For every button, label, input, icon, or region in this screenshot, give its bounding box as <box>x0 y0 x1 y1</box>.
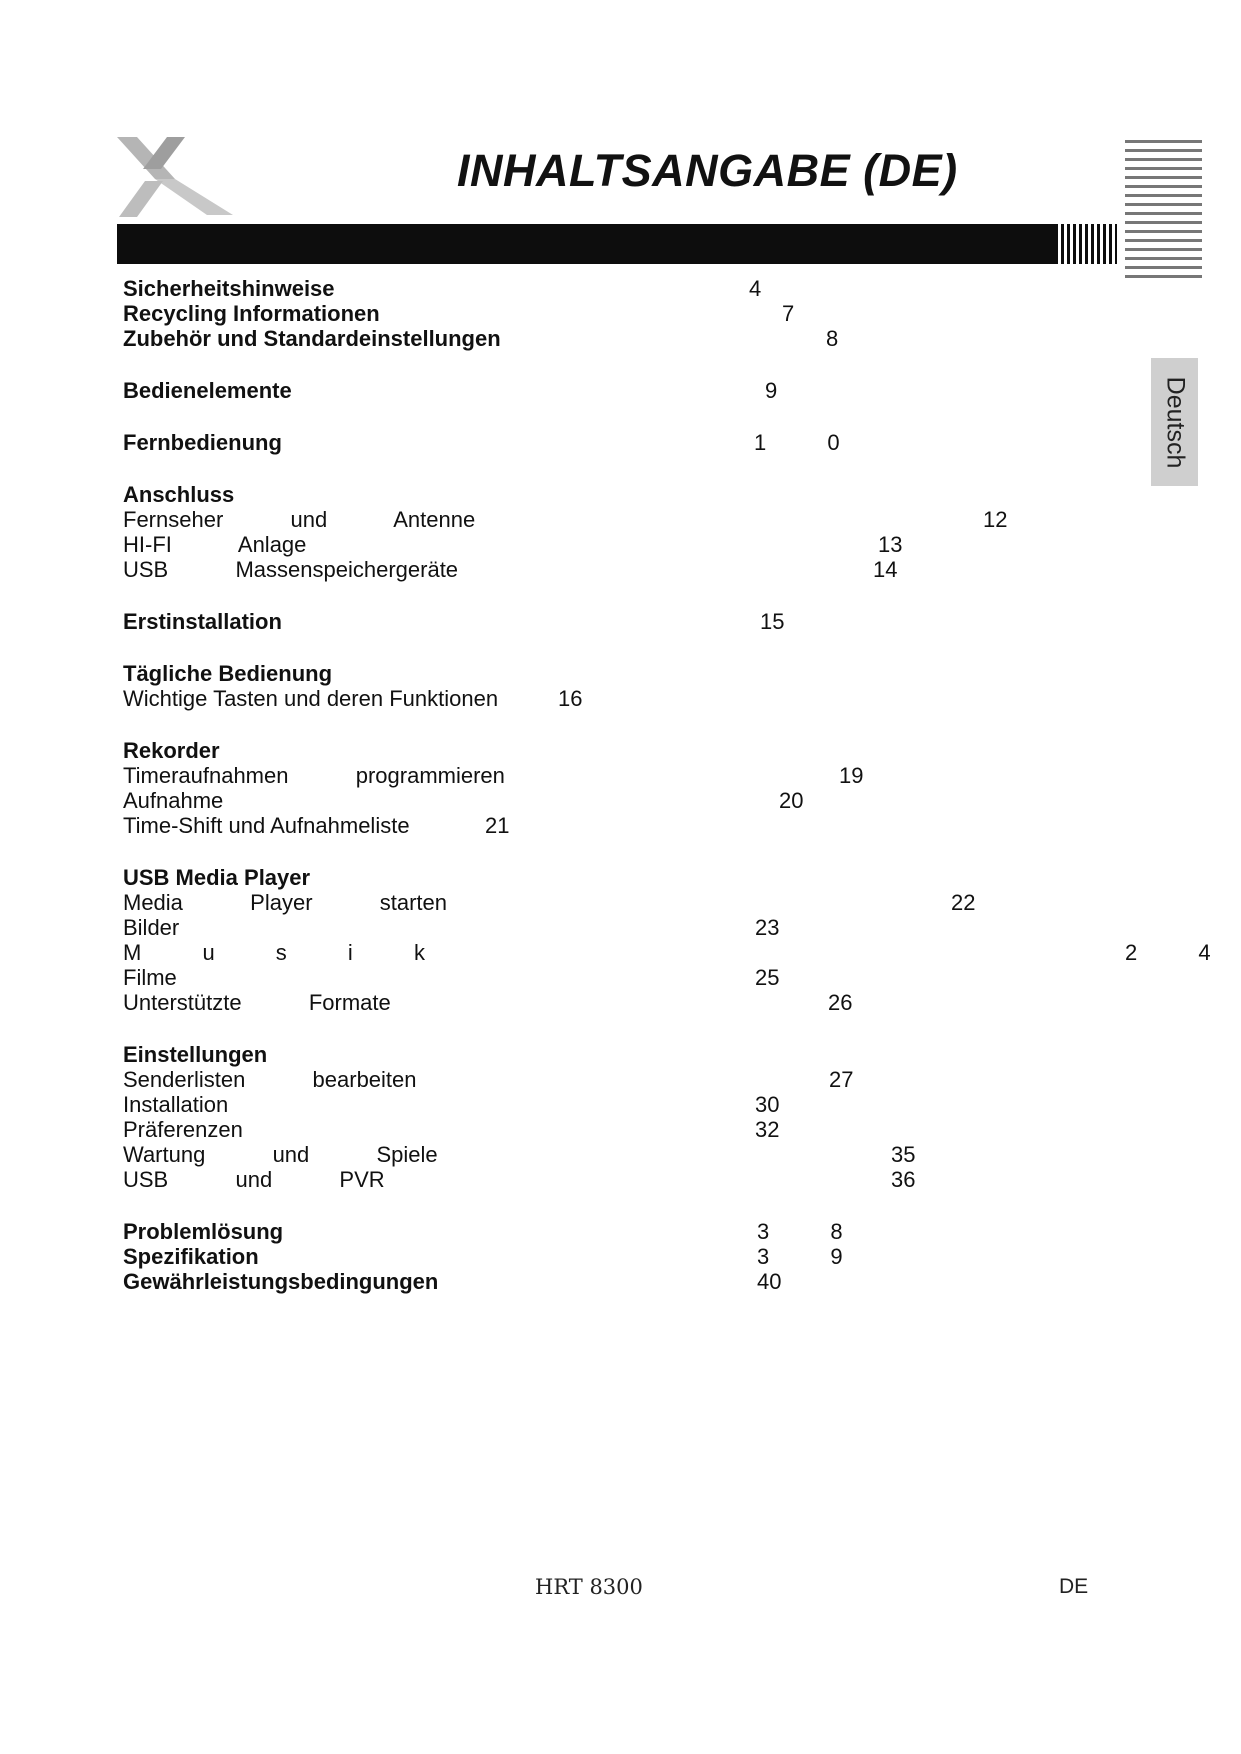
toc-entry <box>123 326 1203 351</box>
toc-entry <box>123 965 1203 990</box>
toc-entry-label: Aufnahme <box>123 788 224 813</box>
toc-entry <box>123 1244 1203 1269</box>
toc-entry-page: 7 <box>782 301 795 326</box>
toc-entry-label: Zubehör und Standardeinstellungen <box>123 326 501 351</box>
toc-entry <box>123 1219 1203 1244</box>
toc-entry-page: 32 <box>755 1117 780 1142</box>
toc-entry-label: Präferenzen <box>123 1117 243 1142</box>
toc-entry <box>123 940 1211 965</box>
toc-entry <box>123 890 1203 915</box>
toc-entry-label: Spezifikation <box>123 1244 259 1269</box>
toc-entry-label: USB Massenspeichergeräte <box>123 557 459 582</box>
toc-entry <box>123 276 1203 301</box>
brand-x-logo <box>115 135 235 220</box>
toc-entry <box>123 788 1203 813</box>
toc-entry-page: 40 <box>757 1269 782 1294</box>
toc-entry <box>123 1167 1203 1192</box>
toc-entry-label: USB Media Player <box>123 865 311 890</box>
toc-entry-label: Recycling Informationen <box>123 301 380 326</box>
toc-entry-label: Problemlösung <box>123 1219 284 1244</box>
toc-entry-page: 15 <box>760 609 785 634</box>
toc-entry-page: 3 8 <box>757 1219 843 1244</box>
toc-entry-label: USB und PVR <box>123 1167 385 1192</box>
toc-entry-page: 14 <box>873 557 898 582</box>
toc-entry-page: 21 <box>485 813 510 838</box>
toc-entry-label: Wartung und Spiele <box>123 1142 438 1167</box>
toc-entry <box>123 1142 1203 1167</box>
toc-entry-label: Anschluss <box>123 482 235 507</box>
page-title: INHALTSANGABE (DE) <box>457 145 958 196</box>
toc-entry-page: 35 <box>891 1142 916 1167</box>
toc-entry-label: Bedienelemente <box>123 378 292 403</box>
toc-entry-label: Media Player starten <box>123 890 448 915</box>
toc-entry <box>123 990 1203 1015</box>
toc-entry-page: 13 <box>878 532 903 557</box>
footer-language: DE <box>1059 1575 1089 1598</box>
toc-entry-label: Senderlisten bearbeiten <box>123 1067 417 1092</box>
toc-entry-page: 25 <box>755 965 780 990</box>
toc-entry-label: Bilder <box>123 915 180 940</box>
toc-entry-label: Erstinstallation <box>123 609 282 634</box>
toc-entry-page: 1 0 <box>754 430 840 455</box>
toc-entry <box>123 1117 1203 1142</box>
toc-entry-label: Unterstützte Formate <box>123 990 391 1015</box>
toc-entry-label: Fernbedienung <box>123 430 282 455</box>
toc-entry <box>123 738 1203 763</box>
toc-entry-page: 22 <box>951 890 976 915</box>
toc-entry <box>123 813 1203 838</box>
toc-entry-label: Rekorder <box>123 738 220 763</box>
toc-entry <box>123 482 1203 507</box>
toc-entry-label: Gewährleistungsbedingungen <box>123 1269 439 1294</box>
toc-entry <box>123 865 1203 890</box>
toc-entry-page: 8 <box>826 326 839 351</box>
toc-entry-page: 26 <box>828 990 853 1015</box>
toc-entry <box>123 1269 1203 1294</box>
toc-entry-label: Tägliche Bedienung <box>123 661 333 686</box>
toc-entry-page: 9 <box>765 378 778 403</box>
toc-entry <box>123 1042 1203 1067</box>
toc-entry-page: 30 <box>755 1092 780 1117</box>
toc-entry <box>123 507 1203 532</box>
toc-entry <box>123 430 1203 455</box>
toc-entry <box>123 661 1203 686</box>
footer-model: HRT 8300 <box>535 1575 643 1599</box>
toc-entry-page: 19 <box>839 763 864 788</box>
toc-entry <box>123 557 1203 582</box>
toc-entry <box>123 609 1203 634</box>
toc-entry-label: Fernseher und Antenne <box>123 507 476 532</box>
toc-entry-page: 23 <box>755 915 780 940</box>
toc-entry-page: 20 <box>779 788 804 813</box>
toc-entry-page: 2 4 <box>1125 940 1211 965</box>
toc-entry <box>123 915 1203 940</box>
toc-entry <box>123 1092 1203 1117</box>
toc-entry-label: Time-Shift und Aufnahmeliste <box>123 813 410 838</box>
toc-entry-label: Sicherheitshinweise <box>123 276 335 301</box>
toc-entry <box>123 378 1203 403</box>
toc-entry-label: Filme <box>123 965 177 990</box>
toc-entry <box>123 532 1203 557</box>
toc-entry-page: 4 <box>749 276 762 301</box>
language-tab-label: Deutsch <box>1161 376 1189 468</box>
toc-entry-page: 16 <box>558 686 583 711</box>
toc-entry-label: Wichtige Tasten und deren Funktionen <box>123 686 499 711</box>
toc-entry-label: Einstellungen <box>123 1042 268 1067</box>
header-bar-dither <box>1055 224 1117 264</box>
toc-entry-page: 3 9 <box>757 1244 843 1269</box>
table-of-contents <box>123 276 1211 1294</box>
toc-entry <box>123 686 1203 711</box>
toc-entry <box>123 301 1203 326</box>
header-black-bar <box>117 224 1117 264</box>
toc-entry-page: 36 <box>891 1167 916 1192</box>
toc-entry <box>123 763 1203 788</box>
toc-entry-page: 27 <box>829 1067 854 1092</box>
toc-entry-page: 12 <box>983 507 1008 532</box>
toc-entry-label: Installation <box>123 1092 229 1117</box>
toc-entry-label: HI-FI Anlage <box>123 532 307 557</box>
toc-entry-label: Timeraufnahmen programmieren <box>123 763 505 788</box>
toc-entry <box>123 1067 1203 1092</box>
toc-entry-label: M u s i k <box>123 940 425 965</box>
